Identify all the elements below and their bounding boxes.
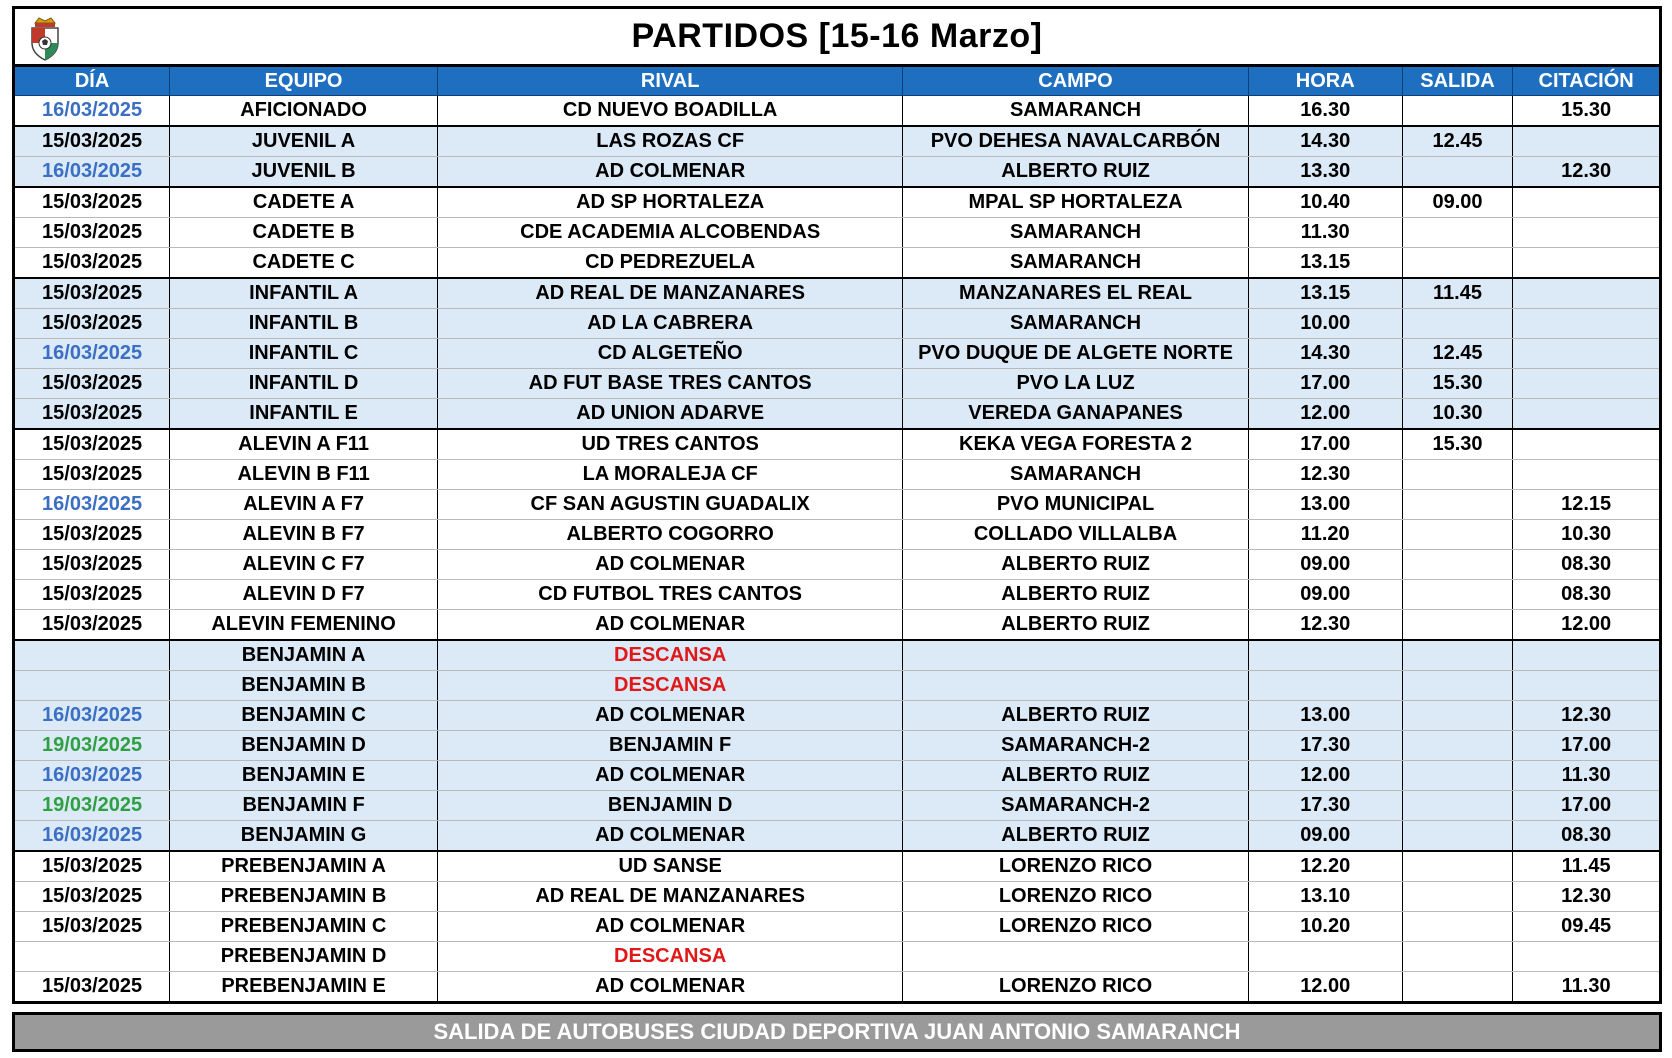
cell-salida — [1402, 460, 1513, 490]
table-row — [14, 218, 1661, 248]
cell-equipo: INFANTIL A — [170, 278, 438, 309]
cell-rival: CD FUTBOL TRES CANTOS — [437, 580, 902, 610]
cell-dia — [14, 942, 170, 972]
cell-dia: 16/03/2025 — [14, 701, 170, 731]
cell-rival: CD ALGETEÑO — [437, 339, 902, 369]
cell-rival: CF SAN AGUSTIN GUADALIX — [437, 490, 902, 520]
cell-rival: CDE ACADEMIA ALCOBENDAS — [437, 218, 902, 248]
cell-equipo: PREBENJAMIN A — [170, 851, 438, 882]
cell-dia: 15/03/2025 — [14, 550, 170, 580]
cell-equipo: ALEVIN B F7 — [170, 520, 438, 550]
cell-hora: 13.00 — [1248, 701, 1402, 731]
cell-rival: AD COLMENAR — [437, 761, 902, 791]
cell-rival: AD LA CABRERA — [437, 309, 902, 339]
cell-dia: 16/03/2025 — [14, 339, 170, 369]
cell-citacion: 08.30 — [1513, 580, 1661, 610]
cell-hora: 14.30 — [1248, 126, 1402, 157]
cell-dia: 19/03/2025 — [14, 731, 170, 761]
cell-salida — [1402, 550, 1513, 580]
cell-campo: SAMARANCH — [903, 96, 1248, 127]
cell-hora: 09.00 — [1248, 550, 1402, 580]
table-row — [14, 851, 1661, 882]
cell-salida — [1402, 671, 1513, 701]
cell-citacion: 12.30 — [1513, 157, 1661, 188]
cell-campo: SAMARANCH — [903, 218, 1248, 248]
cell-dia: 15/03/2025 — [14, 580, 170, 610]
page-title: PARTIDOS [15-16 Marzo] — [631, 17, 1043, 55]
cell-rival: CD NUEVO BOADILLA — [437, 96, 902, 127]
cell-salida: 15.30 — [1402, 369, 1513, 399]
cell-citacion — [1513, 248, 1661, 279]
col-header-equipo: EQUIPO — [170, 66, 438, 96]
cell-campo: LORENZO RICO — [903, 972, 1248, 1003]
col-header-rival: RIVAL — [437, 66, 902, 96]
cell-hora: 14.30 — [1248, 339, 1402, 369]
cell-equipo: PREBENJAMIN E — [170, 972, 438, 1003]
cell-salida: 12.45 — [1402, 339, 1513, 369]
cell-citacion — [1513, 369, 1661, 399]
cell-citacion — [1513, 429, 1661, 460]
table-row — [14, 96, 1661, 127]
schedule-sheet — [12, 6, 1662, 1052]
cell-citacion — [1513, 460, 1661, 490]
cell-campo: SAMARANCH — [903, 309, 1248, 339]
cell-hora: 13.15 — [1248, 278, 1402, 309]
cell-campo: LORENZO RICO — [903, 882, 1248, 912]
cell-equipo: CADETE A — [170, 187, 438, 218]
table-row — [14, 671, 1661, 701]
cell-citacion: 12.00 — [1513, 610, 1661, 641]
cell-salida: 10.30 — [1402, 399, 1513, 430]
table-row — [14, 248, 1661, 279]
cell-salida — [1402, 218, 1513, 248]
col-header-campo: CAMPO — [903, 66, 1248, 96]
cell-hora: 12.00 — [1248, 399, 1402, 430]
cell-equipo: ALEVIN A F11 — [170, 429, 438, 460]
cell-citacion — [1513, 187, 1661, 218]
cell-campo: PVO DUQUE DE ALGETE NORTE — [903, 339, 1248, 369]
header-row — [14, 66, 1661, 96]
cell-dia: 15/03/2025 — [14, 218, 170, 248]
cell-equipo: JUVENIL A — [170, 126, 438, 157]
cell-equipo: JUVENIL B — [170, 157, 438, 188]
cell-campo: SAMARANCH-2 — [903, 731, 1248, 761]
cell-campo: KEKA VEGA FORESTA 2 — [903, 429, 1248, 460]
table-row — [14, 399, 1661, 430]
cell-campo — [903, 640, 1248, 671]
cell-hora: 10.20 — [1248, 912, 1402, 942]
cell-salida — [1402, 520, 1513, 550]
cell-equipo: INFANTIL D — [170, 369, 438, 399]
table-row — [14, 731, 1661, 761]
cell-hora: 12.30 — [1248, 460, 1402, 490]
cell-rival: BENJAMIN F — [437, 731, 902, 761]
cell-salida: 11.45 — [1402, 278, 1513, 309]
cell-dia: 15/03/2025 — [14, 460, 170, 490]
cell-rival: AD REAL DE MANZANARES — [437, 278, 902, 309]
table-row — [14, 309, 1661, 339]
cell-campo: ALBERTO RUIZ — [903, 821, 1248, 852]
cell-hora: 10.40 — [1248, 187, 1402, 218]
cell-dia: 15/03/2025 — [14, 851, 170, 882]
cell-citacion — [1513, 218, 1661, 248]
table-row — [14, 701, 1661, 731]
cell-campo: ALBERTO RUIZ — [903, 580, 1248, 610]
cell-equipo: CADETE B — [170, 218, 438, 248]
col-header-dia: DÍA — [14, 66, 170, 96]
table-row — [14, 610, 1661, 641]
cell-rival: AD COLMENAR — [437, 821, 902, 852]
cell-equipo: CADETE C — [170, 248, 438, 279]
cell-salida: 09.00 — [1402, 187, 1513, 218]
cell-campo: SAMARANCH — [903, 248, 1248, 279]
cell-hora: 13.00 — [1248, 490, 1402, 520]
cell-hora: 11.20 — [1248, 520, 1402, 550]
cell-citacion: 08.30 — [1513, 821, 1661, 852]
cell-rival: LA MORALEJA CF — [437, 460, 902, 490]
cell-campo: VEREDA GANAPANES — [903, 399, 1248, 430]
cell-citacion: 17.00 — [1513, 791, 1661, 821]
cell-citacion: 12.30 — [1513, 882, 1661, 912]
cell-equipo: BENJAMIN D — [170, 731, 438, 761]
table-row — [14, 157, 1661, 188]
col-header-citacion: CITACIÓN — [1513, 66, 1661, 96]
table-row — [14, 490, 1661, 520]
cell-rival: AD COLMENAR — [437, 550, 902, 580]
cell-salida: 15.30 — [1402, 429, 1513, 460]
cell-citacion: 11.30 — [1513, 761, 1661, 791]
cell-citacion — [1513, 671, 1661, 701]
cell-dia: 15/03/2025 — [14, 187, 170, 218]
cell-campo: PVO LA LUZ — [903, 369, 1248, 399]
cell-rival: DESCANSA — [437, 942, 902, 972]
cell-equipo: ALEVIN D F7 — [170, 580, 438, 610]
cell-salida — [1402, 882, 1513, 912]
cell-campo: ALBERTO RUIZ — [903, 761, 1248, 791]
cell-rival: AD UNION ADARVE — [437, 399, 902, 430]
cell-salida — [1402, 761, 1513, 791]
cell-citacion: 11.30 — [1513, 972, 1661, 1003]
cell-dia: 15/03/2025 — [14, 610, 170, 641]
cell-equipo: PREBENJAMIN D — [170, 942, 438, 972]
table-row — [14, 369, 1661, 399]
cell-rival: AD COLMENAR — [437, 972, 902, 1003]
cell-dia: 15/03/2025 — [14, 248, 170, 279]
cell-campo: COLLADO VILLALBA — [903, 520, 1248, 550]
cell-hora: 11.30 — [1248, 218, 1402, 248]
table-row — [14, 460, 1661, 490]
cell-dia: 15/03/2025 — [14, 882, 170, 912]
cell-hora: 12.00 — [1248, 761, 1402, 791]
cell-citacion: 17.00 — [1513, 731, 1661, 761]
table-row — [14, 791, 1661, 821]
cell-dia — [14, 640, 170, 671]
cell-citacion: 12.30 — [1513, 701, 1661, 731]
cell-equipo: ALEVIN B F11 — [170, 460, 438, 490]
cell-campo: ALBERTO RUIZ — [903, 610, 1248, 641]
cell-hora — [1248, 640, 1402, 671]
cell-salida — [1402, 972, 1513, 1003]
cell-hora: 17.30 — [1248, 791, 1402, 821]
schedule-table — [12, 64, 1662, 1004]
cell-equipo: BENJAMIN E — [170, 761, 438, 791]
cell-equipo: ALEVIN C F7 — [170, 550, 438, 580]
cell-citacion — [1513, 126, 1661, 157]
cell-dia: 15/03/2025 — [14, 309, 170, 339]
cell-rival: LAS ROZAS CF — [437, 126, 902, 157]
cell-citacion: 11.45 — [1513, 851, 1661, 882]
cell-hora: 09.00 — [1248, 580, 1402, 610]
table-row — [14, 429, 1661, 460]
cell-rival: AD FUT BASE TRES CANTOS — [437, 369, 902, 399]
cell-rival: AD COLMENAR — [437, 701, 902, 731]
cell-equipo: ALEVIN A F7 — [170, 490, 438, 520]
cell-salida — [1402, 851, 1513, 882]
cell-salida — [1402, 580, 1513, 610]
cell-hora: 12.00 — [1248, 972, 1402, 1003]
cell-dia — [14, 671, 170, 701]
cell-citacion — [1513, 399, 1661, 430]
cell-hora: 13.10 — [1248, 882, 1402, 912]
cell-campo — [903, 942, 1248, 972]
table-row — [14, 821, 1661, 852]
cell-equipo: BENJAMIN B — [170, 671, 438, 701]
cell-salida: 12.45 — [1402, 126, 1513, 157]
cell-equipo: PREBENJAMIN B — [170, 882, 438, 912]
table-row — [14, 882, 1661, 912]
table-row — [14, 580, 1661, 610]
cell-salida — [1402, 96, 1513, 127]
cell-dia: 15/03/2025 — [14, 369, 170, 399]
cell-rival: AD COLMENAR — [437, 157, 902, 188]
cell-hora: 09.00 — [1248, 821, 1402, 852]
cell-dia: 16/03/2025 — [14, 821, 170, 852]
cell-rival: AD REAL DE MANZANARES — [437, 882, 902, 912]
cell-hora: 13.15 — [1248, 248, 1402, 279]
cell-campo: ALBERTO RUIZ — [903, 550, 1248, 580]
table-row — [14, 520, 1661, 550]
cell-citacion: 10.30 — [1513, 520, 1661, 550]
cell-dia: 16/03/2025 — [14, 157, 170, 188]
cell-rival: AD SP HORTALEZA — [437, 187, 902, 218]
cell-salida — [1402, 610, 1513, 641]
cell-rival: BENJAMIN D — [437, 791, 902, 821]
cell-hora — [1248, 942, 1402, 972]
cell-dia: 19/03/2025 — [14, 791, 170, 821]
cell-citacion — [1513, 339, 1661, 369]
cell-rival: DESCANSA — [437, 640, 902, 671]
cell-campo: ALBERTO RUIZ — [903, 157, 1248, 188]
table-row — [14, 972, 1661, 1003]
cell-citacion: 08.30 — [1513, 550, 1661, 580]
cell-dia: 15/03/2025 — [14, 126, 170, 157]
cell-rival: ALBERTO COGORRO — [437, 520, 902, 550]
cell-hora: 13.30 — [1248, 157, 1402, 188]
cell-citacion: 15.30 — [1513, 96, 1661, 127]
cell-salida — [1402, 490, 1513, 520]
cell-equipo: BENJAMIN A — [170, 640, 438, 671]
cell-hora: 10.00 — [1248, 309, 1402, 339]
cell-equipo: AFICIONADO — [170, 96, 438, 127]
cell-hora: 16.30 — [1248, 96, 1402, 127]
col-header-hora: HORA — [1248, 66, 1402, 96]
table-row — [14, 640, 1661, 671]
cell-salida — [1402, 821, 1513, 852]
cell-citacion — [1513, 640, 1661, 671]
cell-rival: UD SANSE — [437, 851, 902, 882]
cell-rival: DESCANSA — [437, 671, 902, 701]
cell-salida — [1402, 912, 1513, 942]
cell-campo: LORENZO RICO — [903, 912, 1248, 942]
cell-hora: 12.30 — [1248, 610, 1402, 641]
cell-campo: PVO MUNICIPAL — [903, 490, 1248, 520]
table-row — [14, 187, 1661, 218]
cell-campo: ALBERTO RUIZ — [903, 701, 1248, 731]
cell-citacion — [1513, 309, 1661, 339]
cell-equipo: PREBENJAMIN C — [170, 912, 438, 942]
cell-salida — [1402, 731, 1513, 761]
cell-equipo: INFANTIL C — [170, 339, 438, 369]
cell-salida — [1402, 157, 1513, 188]
cell-dia: 16/03/2025 — [14, 490, 170, 520]
cell-citacion — [1513, 278, 1661, 309]
table-row — [14, 278, 1661, 309]
cell-salida — [1402, 640, 1513, 671]
cell-salida — [1402, 791, 1513, 821]
cell-equipo: BENJAMIN C — [170, 701, 438, 731]
cell-equipo: INFANTIL B — [170, 309, 438, 339]
cell-campo: MPAL SP HORTALEZA — [903, 187, 1248, 218]
cell-campo: PVO DEHESA NAVALCARBÓN — [903, 126, 1248, 157]
cell-equipo: BENJAMIN G — [170, 821, 438, 852]
cell-campo: LORENZO RICO — [903, 851, 1248, 882]
cell-citacion: 09.45 — [1513, 912, 1661, 942]
cell-citacion — [1513, 942, 1661, 972]
col-header-salida: SALIDA — [1402, 66, 1513, 96]
title-bar — [12, 6, 1662, 64]
cell-dia: 15/03/2025 — [14, 399, 170, 430]
cell-rival: UD TRES CANTOS — [437, 429, 902, 460]
cell-hora: 17.30 — [1248, 731, 1402, 761]
cell-dia: 16/03/2025 — [14, 761, 170, 791]
cell-salida — [1402, 942, 1513, 972]
cell-salida — [1402, 248, 1513, 279]
cell-equipo: BENJAMIN F — [170, 791, 438, 821]
cell-dia: 15/03/2025 — [14, 429, 170, 460]
cell-dia: 15/03/2025 — [14, 972, 170, 1003]
cell-equipo: INFANTIL E — [170, 399, 438, 430]
cell-campo — [903, 671, 1248, 701]
cell-rival: CD PEDREZUELA — [437, 248, 902, 279]
table-row — [14, 761, 1661, 791]
cell-equipo: ALEVIN FEMENINO — [170, 610, 438, 641]
cell-salida — [1402, 701, 1513, 731]
cell-dia: 15/03/2025 — [14, 278, 170, 309]
cell-hora — [1248, 671, 1402, 701]
table-row — [14, 339, 1661, 369]
cell-hora: 12.20 — [1248, 851, 1402, 882]
cell-dia: 15/03/2025 — [14, 912, 170, 942]
bus-departure-footer: SALIDA DE AUTOBUSES CIUDAD DEPORTIVA JUAN ANTONIO SAMARANCH — [12, 1012, 1662, 1052]
cell-rival: AD COLMENAR — [437, 912, 902, 942]
cell-dia: 15/03/2025 — [14, 520, 170, 550]
cell-campo: SAMARANCH — [903, 460, 1248, 490]
table-row — [14, 550, 1661, 580]
cell-salida — [1402, 309, 1513, 339]
cell-dia: 16/03/2025 — [14, 96, 170, 127]
cell-campo: SAMARANCH-2 — [903, 791, 1248, 821]
cell-hora: 17.00 — [1248, 369, 1402, 399]
table-row — [14, 912, 1661, 942]
cell-campo: MANZANARES EL REAL — [903, 278, 1248, 309]
table-row — [14, 126, 1661, 157]
cell-hora: 17.00 — [1248, 429, 1402, 460]
table-row — [14, 942, 1661, 972]
cell-rival: AD COLMENAR — [437, 610, 902, 641]
cell-citacion: 12.15 — [1513, 490, 1661, 520]
